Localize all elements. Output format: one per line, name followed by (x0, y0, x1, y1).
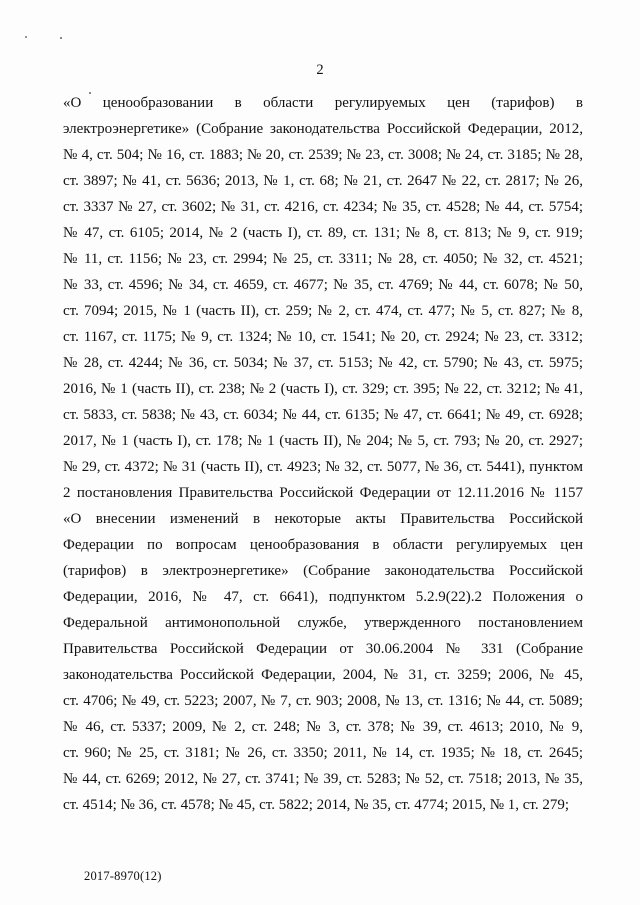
text-line: (тарифов) в электроэнергетике» (Собрание законодательства Российской (63, 563, 583, 580)
text-line: № 11, ст. 1156; № 23, ст. 2994; № 25, ст. 3311; № 28, ст. 4050; № 32, ст. 4521; (63, 251, 583, 268)
text-line: ст. 1167, ст. 1175; № 9, ст. 1324; № 10, ст. 1541; № 20, ст. 2924; № 23, ст. 3312; (63, 329, 583, 346)
text-line: ст. 4514; № 36, ст. 4578; № 45, ст. 5822; 2014, № 35, ст. 4774; 2015, № 1, ст. 279; (63, 797, 570, 814)
text-line: «О внесении изменений в некоторые акты Правительства Российской (63, 511, 583, 528)
text-line: Правительства Российской Федерации от 30.06.2004 № 331 (Собрание (63, 641, 583, 658)
text-line: ст. 3897; № 41, ст. 5636; 2013, № 1, ст. 68; № 21, ст. 2647 № 22, ст. 2817; № 26, (63, 173, 583, 190)
text-line: ст. 7094; 2015, № 1 (часть II), ст. 259; № 2, ст. 474, ст. 477; № 5, ст. 827; № 8, (63, 303, 583, 320)
text-line: Федерации по вопросам ценообразования в области регулируемых цен (63, 537, 583, 554)
text-line: Федерации, 2016, № 47, ст. 6641), подпунктом 5.2.9(22).2 Положения о (63, 589, 583, 606)
text-line: 2016, № 1 (часть II), ст. 238; № 2 (часть I), ст. 329; ст. 395; № 22, ст. 3212; № 41, (63, 381, 583, 398)
scan-speck (60, 37, 62, 39)
text-line: № 47, ст. 6105; 2014, № 2 (часть I), ст. 89, ст. 131; № 8, ст. 813; № 9, ст. 919; (63, 225, 583, 242)
text-line: № 29, ст. 4372; № 31 (часть II), ст. 4923; № 32, ст. 5077, № 36, ст. 5441), пунктом (63, 459, 583, 476)
text-line: электроэнергетике» (Собрание законодательства Российской Федерации, 2012, (63, 121, 583, 138)
text-line: 2017, № 1 (часть I), ст. 178; № 1 (часть II), № 204; № 5, ст. 793; № 20, ст. 2927; (63, 433, 583, 450)
text-line: № 33, ст. 4596; № 34, ст. 4659, ст. 4677; № 35, ст. 4769; № 44, ст. 6078; № 50, (63, 277, 583, 294)
page-number: 2 (316, 62, 324, 78)
text-line: законодательства Российской Федерации, 2004, № 31, ст. 3259; 2006, № 45, (63, 667, 583, 684)
text-line: № 46, ст. 5337; 2009, № 2, ст. 248; № 3, ст. 378; № 39, ст. 4613; 2010, № 9, (63, 719, 583, 736)
scan-speck (25, 36, 27, 38)
text-line: ст. 5833, ст. 5838; № 43, ст. 6034; № 44, ст. 6135; № 47, ст. 6641; № 49, ст. 6928; (63, 407, 583, 424)
body-text (63, 90, 583, 818)
document-code: 2017-8970(12) (84, 869, 162, 883)
text-line: ст. 960; № 25, ст. 3181; № 26, ст. 3350; 2011, № 14, ст. 1935; № 18, ст. 2645; (63, 745, 583, 762)
text-line: № 4, ст. 504; № 16, ст. 1883; № 20, ст. 2539; № 23, ст. 3008; № 24, ст. 3185; № 28, (63, 147, 583, 164)
text-line: ст. 3337 № 27, ст. 3602; № 31, ст. 4216, ст. 4234; № 35, ст. 4528; № 44, ст. 5754; (63, 199, 583, 216)
text-line: 2 постановления Правительства Российской Федерации от 12.11.2016 № 1157 (63, 485, 583, 502)
text-line: ст. 4706; № 49, ст. 5223; 2007, № 7, ст. 903; 2008, № 13, ст. 1316; № 44, ст. 5089; (63, 693, 583, 710)
text-line: № 44, ст. 6269; 2012, № 27, ст. 3741; № 39, ст. 5283; № 52, ст. 7518; 2013, № 35, (63, 771, 583, 788)
text-line: Федеральной антимонопольной службе, утвержденного постановлением (63, 615, 583, 632)
text-line: № 28, ст. 4244; № 36, ст. 5034; № 37, ст. 5153; № 42, ст. 5790; № 43, ст. 5975; (63, 355, 583, 372)
text-line: «О ценообразовании в области регулируемых цен (тарифов) в (63, 95, 583, 111)
